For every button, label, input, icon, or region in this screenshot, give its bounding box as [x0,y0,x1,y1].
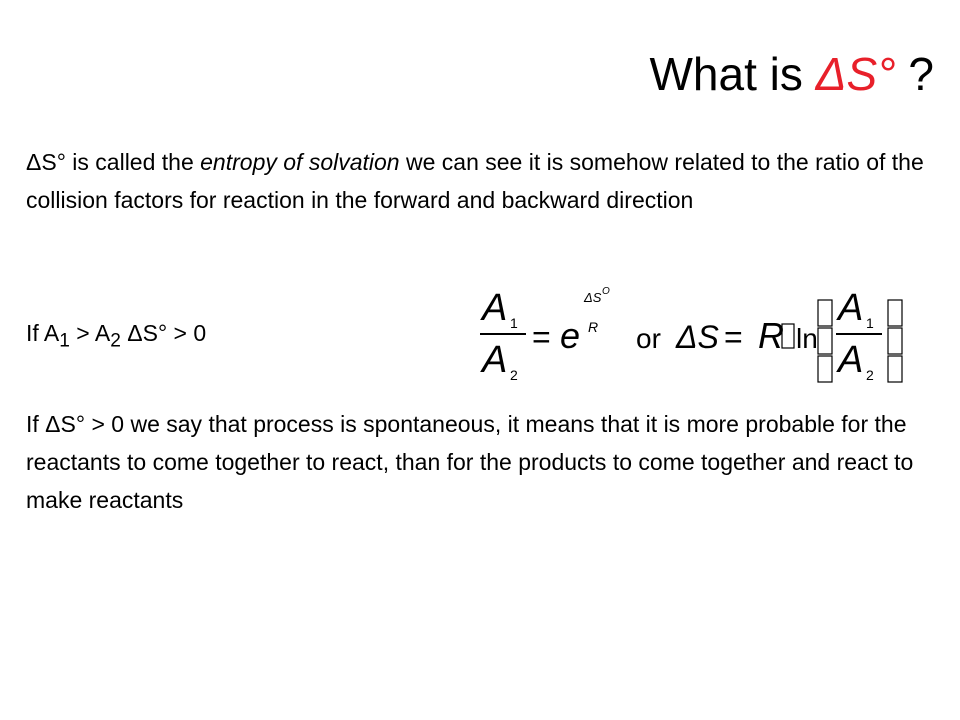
frac-den-letter: A [482,339,508,381]
missing-glyph-left-mid-icon [818,328,832,354]
paren-den-sub: 2 [866,367,874,383]
exp-numerator: ΔS [584,290,602,305]
paren-num-sub: 1 [866,315,874,331]
frac-den-sub: 2 [510,367,518,383]
exp-numerator-sup: O [602,286,610,297]
slide-title [650,44,934,104]
p1-before: ΔS° is called the [26,149,201,175]
or-word: or [636,323,661,354]
p1-after: we can see it is somehow related to the ratio of the collision factors for reaction in the forward and backward direction [26,149,924,213]
paragraph-spontaneous [26,405,946,519]
title-accent-delta-s: ΔS° [815,48,896,100]
frac-num-letter: A [482,287,508,329]
missing-glyph-right-mid-icon [888,328,902,354]
ln-function: ln [796,323,818,354]
missing-glyph-left-bottom-icon [818,356,832,382]
exp-base-e: e [560,315,581,356]
missing-glyph-right-bottom-icon [888,356,902,382]
delta-s-symbol: ΔS [676,319,719,355]
paren-den-letter: A [838,339,864,381]
p2-rest: ΔS° > 0 [120,320,207,346]
exp-denominator: R [588,319,599,335]
p1-italic-term: entropy of solvation [200,149,400,175]
missing-glyph-right-top-icon [888,300,902,326]
paragraph-entropy-definition [26,143,946,219]
equals-sign-2: = [724,319,743,355]
frac-num-sub: 1 [510,315,518,331]
p2-sub2: 2 [110,330,121,352]
paren-num-letter: A [838,287,864,329]
entropy-formula [476,280,936,390]
p2-sub1: 1 [59,330,70,352]
equals-sign-1: = [532,319,551,355]
missing-glyph-left-top-icon [818,300,832,326]
p2-if: If A [26,320,60,346]
p3-text: If ΔS° > 0 we say that process is spontaneous, it means that it is more probable for the reactants to come together to react, than for the products to come together and react to make reactants [26,411,914,513]
p2-gt: > A [69,320,111,346]
gas-constant-r: R [758,315,784,356]
paragraph-condition [26,314,446,361]
title-prefix: What is [649,48,816,100]
title-suffix: ? [895,48,934,100]
